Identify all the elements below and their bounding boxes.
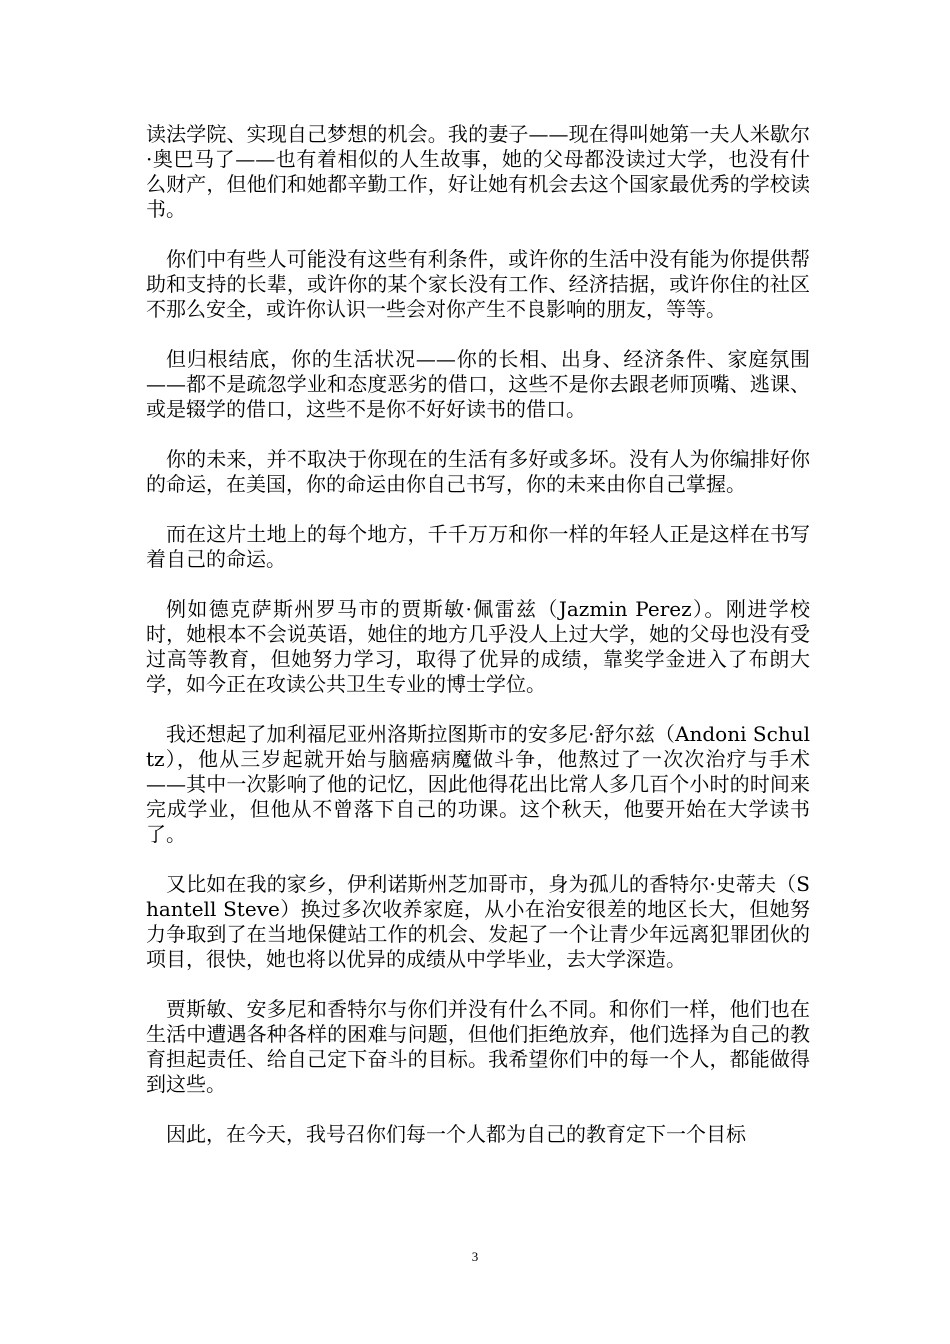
paragraph-1: 读法学院、实现自己梦想的机会。我的妻子——现在得叫她第一夫人米歇尔·奥巴马了——也有着相似的人生故事，她的父母都没读过大学，也没有什么财产，但他们和她都辛勤工作，好让她有机会去这个国家最优秀的学校读书。: [146, 122, 810, 221]
paragraph-8: 又比如在我的家乡，伊利诺斯州芝加哥市，身为孤儿的香特尔·史蒂夫（Shantell Steve）换过多次收养家庭，从小在治安很差的地区长大，但她努力争取到了在当地保健站工作的机会、发起了一个让青少年远离犯罪团伙的项目，很快，她也将以优异的成绩从中学毕业，去大学深造。: [146, 872, 810, 971]
paragraph-6: 例如德克萨斯州罗马市的贾斯敏·佩雷兹（Jazmin Perez）。刚进学校时，她根本不会说英语，她住的地方几乎没人上过大学，她的父母也没有受过高等教育，但她努力学习，取得了优异的成绩，靠奖学金进入了布朗大学，如今正在攻读公共卫生专业的博士学位。: [146, 597, 810, 696]
paragraph-3: 但归根结底，你的生活状况——你的长相、出身、经济条件、家庭氛围——都不是疏忽学业和态度恶劣的借口，这些不是你去跟老师顶嘴、逃课、或是辍学的借口，这些不是你不好好读书的借口。: [146, 347, 810, 421]
paragraph-2: 你们中有些人可能没有这些有利条件，或许你的生活中没有能为你提供帮助和支持的长辈，或许你的某个家长没有工作、经济拮据，或许你住的社区不那么安全，或许你认识一些会对你产生不良影响的朋友，等等。: [146, 247, 810, 321]
paragraph-10: 因此，在今天，我号召你们每一个人都为自己的教育定下一个目标: [166, 1122, 746, 1146]
document-body: [146, 122, 810, 1172]
page-number: 3: [471, 1249, 479, 1264]
paragraph-5: 而在这片土地上的每个地方，千千万万和你一样的年轻人正是这样在书写着自己的命运。: [146, 522, 810, 571]
paragraph-9: 贾斯敏、安多尼和香特尔与你们并没有什么不同。和你们一样，他们也在生活中遭遇各种各样的困难与问题，但他们拒绝放弃，他们选择为自己的教育担起责任、给自己定下奋斗的目标。我希望你们中的每一个人，都能做得到这些。: [146, 997, 810, 1096]
paragraph-4: 你的未来，并不取决于你现在的生活有多好或多坏。没有人为你编排好你的命运，在美国，你的命运由你自己书写，你的未来由你自己掌握。: [146, 447, 810, 496]
paragraph-7: 我还想起了加利福尼亚州洛斯拉图斯市的安多尼·舒尔兹（Andoni Schultz），他从三岁起就开始与脑癌病魔做斗争，他熬过了一次次治疗与手术——其中一次影响了他的记忆，因此他得花出比常人多几百个小时的时间来完成学业，但他从不曾落下自己的功课。这个秋天，他要开始在大学读书了。: [146, 722, 810, 846]
